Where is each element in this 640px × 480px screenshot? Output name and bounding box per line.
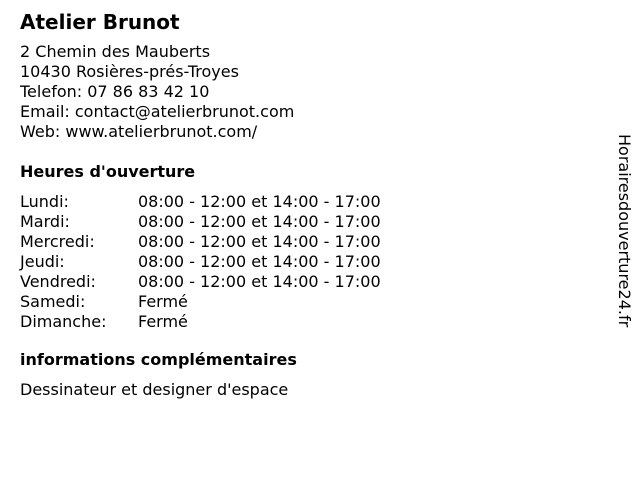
hours-row-wednesday xyxy=(20,232,580,252)
phone-number: Telefon: 07 86 83 42 10 xyxy=(20,82,210,101)
opening-hours-heading: Heures d'ouverture xyxy=(20,162,196,181)
hours-row-saturday xyxy=(20,292,580,312)
day-hours: Fermé xyxy=(138,292,188,311)
day-hours: 08:00 - 12:00 et 14:00 - 17:00 xyxy=(138,192,381,211)
day-hours: 08:00 - 12:00 et 14:00 - 17:00 xyxy=(138,232,381,251)
additional-info-heading: informations complémentaires xyxy=(20,350,297,369)
hours-row-thursday xyxy=(20,252,580,272)
opening-hours-table xyxy=(20,192,580,332)
contact-block xyxy=(20,42,580,142)
additional-info-text: Dessinateur et designer d'espace xyxy=(20,380,289,399)
hours-row-monday xyxy=(20,192,580,212)
day-hours: 08:00 - 12:00 et 14:00 - 17:00 xyxy=(138,212,381,231)
hours-row-tuesday xyxy=(20,212,580,232)
email-address: Email: contact@atelierbrunot.com xyxy=(20,102,295,121)
day-label: Jeudi: xyxy=(20,252,65,271)
address-street: 2 Chemin des Mauberts xyxy=(20,42,211,61)
day-hours: 08:00 - 12:00 et 14:00 - 17:00 xyxy=(138,252,381,271)
day-label: Mardi: xyxy=(20,212,70,231)
hours-row-friday xyxy=(20,272,580,292)
day-label: Samedi: xyxy=(20,292,86,311)
business-name: Atelier Brunot xyxy=(20,10,180,34)
day-hours: Fermé xyxy=(138,312,188,331)
website-address: Web: www.atelierbrunot.com/ xyxy=(20,122,258,141)
day-label: Mercredi: xyxy=(20,232,95,251)
site-watermark: Horairesdouverture24.fr xyxy=(615,134,634,328)
address-city: 10430 Rosières-prés-Troyes xyxy=(20,62,239,81)
day-label: Lundi: xyxy=(20,192,69,211)
day-label: Vendredi: xyxy=(20,272,96,291)
hours-row-sunday xyxy=(20,312,580,332)
business-card xyxy=(20,10,580,400)
day-label: Dimanche: xyxy=(20,312,107,331)
day-hours: 08:00 - 12:00 et 14:00 - 17:00 xyxy=(138,272,381,291)
